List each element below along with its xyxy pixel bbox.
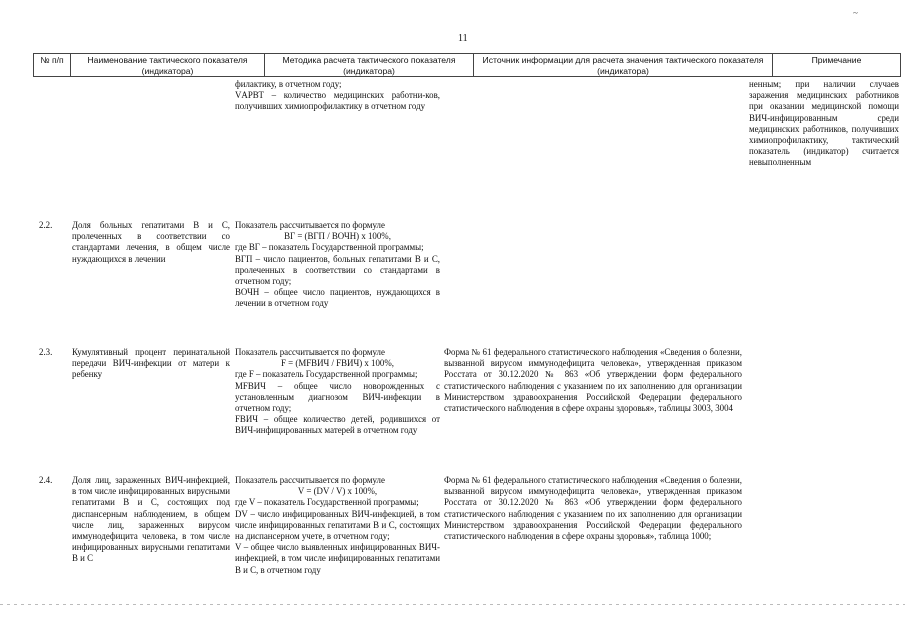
indicator-table [33,53,901,575]
method-cell [235,347,440,437]
row-number: 2.4. [39,475,53,485]
indicator-name: Доля больных гепатитами В и С, пролеченных в соответствии со стандартами лечения, в общем числе нуждающихся в лечении [72,220,230,264]
method-line: где F – показатель Государственной программы; [235,369,418,380]
table-header [33,53,901,77]
method-line: где BГ – показатель Государственной программы; [235,242,424,253]
formula: V = (DV / V) x 100%, [297,486,378,497]
method-line: VАРВТ – количество медицинских работни-ков, получивших химиопрофилактику в отчетном году [235,90,440,112]
indicator-name: Кумулятивный процент перинатальной передачи ВИЧ-инфекции от матери к ребенку [72,347,230,380]
method-intro: Показатель рассчитывается по формуле [235,475,385,485]
method-line: BОЧН – общее число пациентов, нуждающихся в лечении в отчетном году [235,287,440,309]
formula: BГ = (BГП / BОЧН) x 100%, [284,231,391,242]
row-number: 2.3. [39,347,53,357]
page-number: 11 [458,33,468,44]
header-number: № п/п [34,54,71,76]
method-cell [235,79,440,113]
method-line: DV – число инфицированных ВИЧ-инфекцией, в том числе инфицированных гепатитами В и С, состоящих на диспансерном учете, в отчетном году; [235,508,440,542]
source-cell: Форма № 61 федерального статистического наблюдения «Сведения о болезни, вызванной вирусом иммунодефицита человека», утвержденная приказом Росстата от 30.12.2020 № 863 «Об утверждении форм федерального статистического наблюдения с указанием по их заполнению для организации Министерством здравоохранения Российской Федерации федерального статистического наблюдения в сфере охраны здоровья», таблицы 3003, 3004 [444,347,742,414]
note-cell: ненным; при наличии случаев заражения медицинских работников при оказании медицинской помощи ВИЧ-инфицированным среди медицинских работников, получивших химиопрофилактику, тактический показатель (индикатор) считается невыполненным [749,79,899,168]
formula: F = (MFВИЧ / FВИЧ) x 100%, [281,358,394,369]
header-indicator-name: Наименование тактического показателя (индикатора) [71,54,265,76]
row-number: 2.2. [39,220,53,230]
header-method: Методика расчета тактического показателя (индикатора) [265,54,474,76]
scan-edge-line [0,604,905,605]
header-note: Примечание [811,55,862,65]
method-line: где V – показатель Государственной программы; [235,497,419,508]
header-source: Источник информации для расчета значения тактического показателя (индикатора) [474,54,773,76]
method-cell [235,475,440,576]
method-cell [235,220,440,310]
corner-mark: ~ [853,8,858,18]
method-line: BГП – число пациентов, больных гепатитами В и С, пролеченных в соответствии со стандартами в отчетном году; [235,253,440,287]
method-line: MFВИЧ – общее число новорожденных с установленным диагнозом ВИЧ-инфекции в отчетном году; [235,380,440,414]
method-line: филактику, в отчетном году; [235,79,342,89]
method-intro: Показатель рассчитывается по формуле [235,347,385,357]
method-line: V – общее число выявленных инфицированных ВИЧ-инфекцией, в том числе инфицированных гепатитами В и С, в отчетном году [235,542,440,575]
source-cell: Форма № 61 федерального статистического наблюдения «Сведения о болезни, вызванной вирусом иммунодефицита человека», утвержденная приказом Росстата от 30.12.2020 № 863 «Об утверждении форм федерального статистического наблюдения с указанием по их заполнению для организации Министерством здравоохранения Российской Федерации федерального статистического наблюдения в сфере охраны здоровья», таблица 1000; [444,475,742,542]
method-line: FВИЧ – общее количество детей, родившихся от ВИЧ-инфицированных матерей в отчетном году [235,414,440,436]
indicator-name: Доля лиц, зараженных ВИЧ-инфекцией, в том числе инфицированных вирусными гепатитами В и С, состоящих под диспансерным наблюдением, в общем числе лиц, зараженных вирусом иммунодефицита человека, в том числе инфицированных вирусными гепатитами В и С [72,475,230,564]
method-intro: Показатель рассчитывается по формуле [235,220,385,230]
